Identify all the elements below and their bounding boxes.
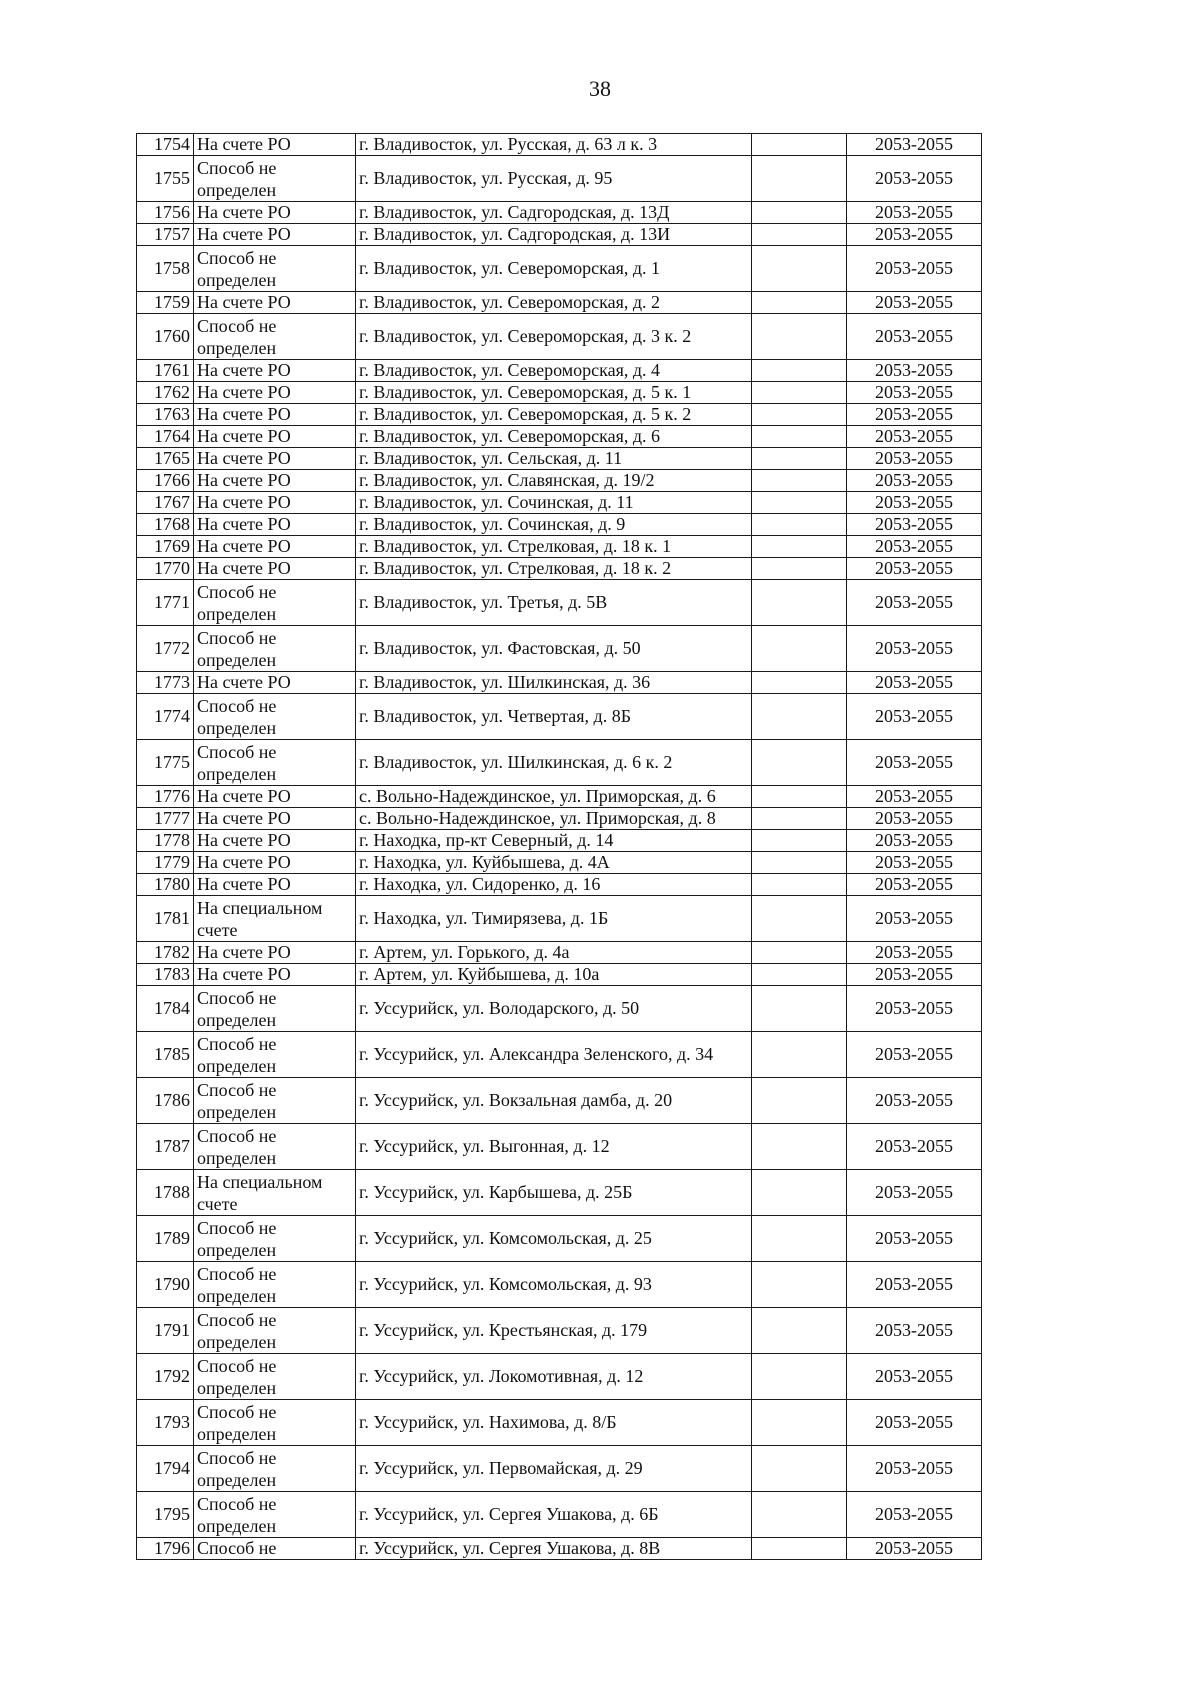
- building-address: г. Владивосток, ул. Стрелковая, д. 18 к. 2: [356, 558, 752, 580]
- row-number: 1781: [137, 896, 194, 942]
- table-row: [137, 292, 982, 314]
- repair-period: 2053-2055: [847, 740, 982, 786]
- row-number: 1785: [137, 1032, 194, 1078]
- empty-cell: [752, 1446, 847, 1492]
- management-method: На счете РО: [194, 830, 356, 852]
- table-row: [137, 360, 982, 382]
- table-row: [137, 852, 982, 874]
- building-address: г. Уссурийск, ул. Сергея Ушакова, д. 8В: [356, 1538, 752, 1560]
- repair-period: 2053-2055: [847, 1170, 982, 1216]
- repair-period: 2053-2055: [847, 672, 982, 694]
- table-row: [137, 1446, 982, 1492]
- table-row: [137, 830, 982, 852]
- building-address: г. Находка, ул. Сидоренко, д. 16: [356, 874, 752, 896]
- management-method: Способ не определен: [194, 740, 356, 786]
- repair-period: 2053-2055: [847, 202, 982, 224]
- empty-cell: [752, 852, 847, 874]
- row-number: 1775: [137, 740, 194, 786]
- management-method: На специальном счете: [194, 1170, 356, 1216]
- empty-cell: [752, 786, 847, 808]
- row-number: 1769: [137, 536, 194, 558]
- repair-period: 2053-2055: [847, 964, 982, 986]
- building-address: г. Находка, ул. Куйбышева, д. 4А: [356, 852, 752, 874]
- management-method: На счете РО: [194, 536, 356, 558]
- table-row: [137, 382, 982, 404]
- row-number: 1758: [137, 246, 194, 292]
- empty-cell: [752, 426, 847, 448]
- management-method: На счете РО: [194, 672, 356, 694]
- row-number: 1754: [137, 134, 194, 156]
- empty-cell: [752, 626, 847, 672]
- row-number: 1792: [137, 1354, 194, 1400]
- building-address: г. Уссурийск, ул. Комсомольская, д. 93: [356, 1262, 752, 1308]
- row-number: 1779: [137, 852, 194, 874]
- building-address: г. Уссурийск, ул. Володарского, д. 50: [356, 986, 752, 1032]
- repair-period: 2053-2055: [847, 1400, 982, 1446]
- management-method: На счете РО: [194, 514, 356, 536]
- empty-cell: [752, 514, 847, 536]
- table-row: [137, 558, 982, 580]
- table-row: [137, 626, 982, 672]
- repair-period: 2053-2055: [847, 874, 982, 896]
- management-method: Способ не определен: [194, 1354, 356, 1400]
- repair-period: 2053-2055: [847, 580, 982, 626]
- management-method: На счете РО: [194, 852, 356, 874]
- table-row: [137, 314, 982, 360]
- management-method: Способ не определен: [194, 1492, 356, 1538]
- row-number: 1773: [137, 672, 194, 694]
- empty-cell: [752, 404, 847, 426]
- building-address: с. Вольно-Надеждинское, ул. Приморская, д. 6: [356, 786, 752, 808]
- empty-cell: [752, 1216, 847, 1262]
- row-number: 1784: [137, 986, 194, 1032]
- repair-period: 2053-2055: [847, 426, 982, 448]
- building-address: г. Владивосток, ул. Шилкинская, д. 36: [356, 672, 752, 694]
- table-row: [137, 1354, 982, 1400]
- repair-period: 2053-2055: [847, 808, 982, 830]
- table-row: [137, 1538, 982, 1560]
- row-number: 1788: [137, 1170, 194, 1216]
- building-address: г. Владивосток, ул. Североморская, д. 1: [356, 246, 752, 292]
- repair-period: 2053-2055: [847, 404, 982, 426]
- table-row: [137, 942, 982, 964]
- management-method: На счете РО: [194, 202, 356, 224]
- management-method: Способ не определен: [194, 1262, 356, 1308]
- table-row: [137, 448, 982, 470]
- table-row: [137, 740, 982, 786]
- empty-cell: [752, 830, 847, 852]
- repair-period: 2053-2055: [847, 694, 982, 740]
- management-method: На счете РО: [194, 382, 356, 404]
- empty-cell: [752, 382, 847, 404]
- management-method: На счете РО: [194, 942, 356, 964]
- empty-cell: [752, 246, 847, 292]
- row-number: 1774: [137, 694, 194, 740]
- table-row: [137, 202, 982, 224]
- table-row: [137, 1170, 982, 1216]
- building-address: г. Владивосток, ул. Сочинская, д. 11: [356, 492, 752, 514]
- row-number: 1764: [137, 426, 194, 448]
- building-address: г. Владивосток, ул. Стрелковая, д. 18 к. 1: [356, 536, 752, 558]
- building-address: г. Уссурийск, ул. Крестьянская, д. 179: [356, 1308, 752, 1354]
- table-row: [137, 404, 982, 426]
- management-method: Способ не определен: [194, 1446, 356, 1492]
- row-number: 1786: [137, 1078, 194, 1124]
- table-row: [137, 224, 982, 246]
- building-address: г. Уссурийск, ул. Вокзальная дамба, д. 20: [356, 1078, 752, 1124]
- row-number: 1755: [137, 156, 194, 202]
- table-row: [137, 536, 982, 558]
- building-address: г. Владивосток, ул. Североморская, д. 4: [356, 360, 752, 382]
- building-address: г. Владивосток, ул. Сочинская, д. 9: [356, 514, 752, 536]
- row-number: 1777: [137, 808, 194, 830]
- repair-period: 2053-2055: [847, 156, 982, 202]
- repair-period: 2053-2055: [847, 896, 982, 942]
- table-row: [137, 1308, 982, 1354]
- table-row: [137, 246, 982, 292]
- building-address: г. Владивосток, ул. Североморская, д. 5 к. 1: [356, 382, 752, 404]
- empty-cell: [752, 1078, 847, 1124]
- management-method: На счете РО: [194, 808, 356, 830]
- building-address: г. Артем, ул. Куйбышева, д. 10а: [356, 964, 752, 986]
- row-number: 1756: [137, 202, 194, 224]
- building-address: г. Владивосток, ул. Североморская, д. 6: [356, 426, 752, 448]
- building-address: г. Находка, ул. Тимирязева, д. 1Б: [356, 896, 752, 942]
- repair-period: 2053-2055: [847, 360, 982, 382]
- empty-cell: [752, 314, 847, 360]
- repair-period: 2053-2055: [847, 852, 982, 874]
- row-number: 1787: [137, 1124, 194, 1170]
- repair-period: 2053-2055: [847, 292, 982, 314]
- empty-cell: [752, 292, 847, 314]
- building-address: г. Владивосток, ул. Славянская, д. 19/2: [356, 470, 752, 492]
- table-row: [137, 426, 982, 448]
- management-method: Способ не определен: [194, 1400, 356, 1446]
- empty-cell: [752, 1032, 847, 1078]
- building-address: г. Владивосток, ул. Садгородская, д. 13И: [356, 224, 752, 246]
- building-address: г. Владивосток, ул. Третья, д. 5В: [356, 580, 752, 626]
- table-row: [137, 1492, 982, 1538]
- page-number: 38: [589, 76, 611, 101]
- management-method: Способ не определен: [194, 626, 356, 672]
- repair-period: 2053-2055: [847, 470, 982, 492]
- management-method: На счете РО: [194, 874, 356, 896]
- building-address: г. Уссурийск, ул. Комсомольская, д. 25: [356, 1216, 752, 1262]
- management-method: На счете РО: [194, 404, 356, 426]
- row-number: 1772: [137, 626, 194, 672]
- row-number: 1782: [137, 942, 194, 964]
- repair-period: 2053-2055: [847, 986, 982, 1032]
- management-method: Способ не определен: [194, 986, 356, 1032]
- row-number: 1761: [137, 360, 194, 382]
- empty-cell: [752, 942, 847, 964]
- management-method: Способ не определен: [194, 246, 356, 292]
- table-row: [137, 672, 982, 694]
- table-row: [137, 786, 982, 808]
- management-method: На счете РО: [194, 964, 356, 986]
- management-method: На счете РО: [194, 360, 356, 382]
- building-address: г. Находка, пр-кт Северный, д. 14: [356, 830, 752, 852]
- building-address: г. Владивосток, ул. Четвертая, д. 8Б: [356, 694, 752, 740]
- building-address: г. Владивосток, ул. Североморская, д. 2: [356, 292, 752, 314]
- repair-period: 2053-2055: [847, 492, 982, 514]
- empty-cell: [752, 964, 847, 986]
- repair-period: 2053-2055: [847, 448, 982, 470]
- table-row: [137, 134, 982, 156]
- repair-period: 2053-2055: [847, 1032, 982, 1078]
- empty-cell: [752, 896, 847, 942]
- management-method: Способ не определен: [194, 1124, 356, 1170]
- table-body: [137, 134, 982, 1560]
- empty-cell: [752, 1262, 847, 1308]
- row-number: 1771: [137, 580, 194, 626]
- repair-period: 2053-2055: [847, 1354, 982, 1400]
- table-row: [137, 1124, 982, 1170]
- row-number: 1791: [137, 1308, 194, 1354]
- repair-period: 2053-2055: [847, 1262, 982, 1308]
- row-number: 1770: [137, 558, 194, 580]
- repair-period: 2053-2055: [847, 558, 982, 580]
- row-number: 1765: [137, 448, 194, 470]
- building-address: г. Уссурийск, ул. Нахимова, д. 8/Б: [356, 1400, 752, 1446]
- building-address: г. Уссурийск, ул. Локомотивная, д. 12: [356, 1354, 752, 1400]
- repair-period: 2053-2055: [847, 1216, 982, 1262]
- table-row: [137, 514, 982, 536]
- table-row: [137, 1078, 982, 1124]
- building-address: г. Уссурийск, ул. Сергея Ушакова, д. 6Б: [356, 1492, 752, 1538]
- management-method: Способ не определен: [194, 1216, 356, 1262]
- empty-cell: [752, 1308, 847, 1354]
- table-row: [137, 1216, 982, 1262]
- table-row: [137, 874, 982, 896]
- table-row: [137, 986, 982, 1032]
- building-address: г. Владивосток, ул. Сельская, д. 11: [356, 448, 752, 470]
- repair-period: 2053-2055: [847, 830, 982, 852]
- row-number: 1763: [137, 404, 194, 426]
- table-row: [137, 1262, 982, 1308]
- empty-cell: [752, 1354, 847, 1400]
- repair-period: 2053-2055: [847, 1078, 982, 1124]
- building-address: г. Владивосток, ул. Фастовская, д. 50: [356, 626, 752, 672]
- empty-cell: [752, 360, 847, 382]
- empty-cell: [752, 986, 847, 1032]
- management-method: На счете РО: [194, 448, 356, 470]
- repair-period: 2053-2055: [847, 382, 982, 404]
- repair-period: 2053-2055: [847, 246, 982, 292]
- building-address: г. Владивосток, ул. Североморская, д. 3 к. 2: [356, 314, 752, 360]
- building-address: г. Владивосток, ул. Русская, д. 95: [356, 156, 752, 202]
- empty-cell: [752, 1492, 847, 1538]
- management-method: На счете РО: [194, 786, 356, 808]
- management-method: Способ не определен: [194, 156, 356, 202]
- table-row: [137, 694, 982, 740]
- empty-cell: [752, 224, 847, 246]
- management-method: На специальном счете: [194, 896, 356, 942]
- empty-cell: [752, 448, 847, 470]
- empty-cell: [752, 156, 847, 202]
- repair-period: 2053-2055: [847, 786, 982, 808]
- repair-period: 2053-2055: [847, 942, 982, 964]
- housing-register-table: [136, 133, 982, 1560]
- repair-period: 2053-2055: [847, 1492, 982, 1538]
- empty-cell: [752, 492, 847, 514]
- empty-cell: [752, 1124, 847, 1170]
- row-number: 1795: [137, 1492, 194, 1538]
- table-row: [137, 1400, 982, 1446]
- management-method: На счете РО: [194, 470, 356, 492]
- row-number: 1780: [137, 874, 194, 896]
- table-row: [137, 808, 982, 830]
- repair-period: 2053-2055: [847, 1308, 982, 1354]
- building-address: г. Уссурийск, ул. Карбышева, д. 25Б: [356, 1170, 752, 1216]
- building-address: г. Владивосток, ул. Садгородская, д. 13Д: [356, 202, 752, 224]
- table-row: [137, 156, 982, 202]
- row-number: 1789: [137, 1216, 194, 1262]
- row-number: 1760: [137, 314, 194, 360]
- building-address: г. Владивосток, ул. Шилкинская, д. 6 к. 2: [356, 740, 752, 786]
- management-method: На счете РО: [194, 492, 356, 514]
- row-number: 1768: [137, 514, 194, 536]
- repair-period: 2053-2055: [847, 626, 982, 672]
- row-number: 1796: [137, 1538, 194, 1560]
- management-method: Способ не: [194, 1538, 356, 1560]
- management-method: На счете РО: [194, 558, 356, 580]
- table-row: [137, 470, 982, 492]
- management-method: На счете РО: [194, 134, 356, 156]
- building-address: с. Вольно-Надеждинское, ул. Приморская, д. 8: [356, 808, 752, 830]
- management-method: Способ не определен: [194, 580, 356, 626]
- repair-period: 2053-2055: [847, 314, 982, 360]
- management-method: Способ не определен: [194, 1308, 356, 1354]
- management-method: На счете РО: [194, 224, 356, 246]
- repair-period: 2053-2055: [847, 224, 982, 246]
- row-number: 1783: [137, 964, 194, 986]
- empty-cell: [752, 202, 847, 224]
- building-address: г. Артем, ул. Горького, д. 4а: [356, 942, 752, 964]
- table-row: [137, 580, 982, 626]
- empty-cell: [752, 134, 847, 156]
- empty-cell: [752, 580, 847, 626]
- empty-cell: [752, 558, 847, 580]
- repair-period: 2053-2055: [847, 536, 982, 558]
- repair-period: 2053-2055: [847, 1538, 982, 1560]
- repair-period: 2053-2055: [847, 1124, 982, 1170]
- management-method: На счете РО: [194, 426, 356, 448]
- empty-cell: [752, 536, 847, 558]
- building-address: г. Уссурийск, ул. Первомайская, д. 29: [356, 1446, 752, 1492]
- repair-period: 2053-2055: [847, 1446, 982, 1492]
- row-number: 1762: [137, 382, 194, 404]
- building-address: г. Владивосток, ул. Русская, д. 63 л к. 3: [356, 134, 752, 156]
- management-method: На счете РО: [194, 292, 356, 314]
- empty-cell: [752, 672, 847, 694]
- row-number: 1759: [137, 292, 194, 314]
- empty-cell: [752, 470, 847, 492]
- management-method: Способ не определен: [194, 314, 356, 360]
- table-row: [137, 492, 982, 514]
- table-row: [137, 896, 982, 942]
- management-method: Способ не определен: [194, 694, 356, 740]
- empty-cell: [752, 740, 847, 786]
- row-number: 1794: [137, 1446, 194, 1492]
- row-number: 1790: [137, 1262, 194, 1308]
- building-address: г. Уссурийск, ул. Выгонная, д. 12: [356, 1124, 752, 1170]
- management-method: Способ не определен: [194, 1032, 356, 1078]
- empty-cell: [752, 694, 847, 740]
- repair-period: 2053-2055: [847, 514, 982, 536]
- empty-cell: [752, 1538, 847, 1560]
- table-row: [137, 964, 982, 986]
- table-row: [137, 1032, 982, 1078]
- repair-period: 2053-2055: [847, 134, 982, 156]
- empty-cell: [752, 808, 847, 830]
- building-address: г. Уссурийск, ул. Александра Зеленского, д. 34: [356, 1032, 752, 1078]
- row-number: 1766: [137, 470, 194, 492]
- row-number: 1776: [137, 786, 194, 808]
- row-number: 1778: [137, 830, 194, 852]
- management-method: Способ не определен: [194, 1078, 356, 1124]
- row-number: 1793: [137, 1400, 194, 1446]
- empty-cell: [752, 1170, 847, 1216]
- row-number: 1767: [137, 492, 194, 514]
- empty-cell: [752, 1400, 847, 1446]
- row-number: 1757: [137, 224, 194, 246]
- empty-cell: [752, 874, 847, 896]
- building-address: г. Владивосток, ул. Североморская, д. 5 к. 2: [356, 404, 752, 426]
